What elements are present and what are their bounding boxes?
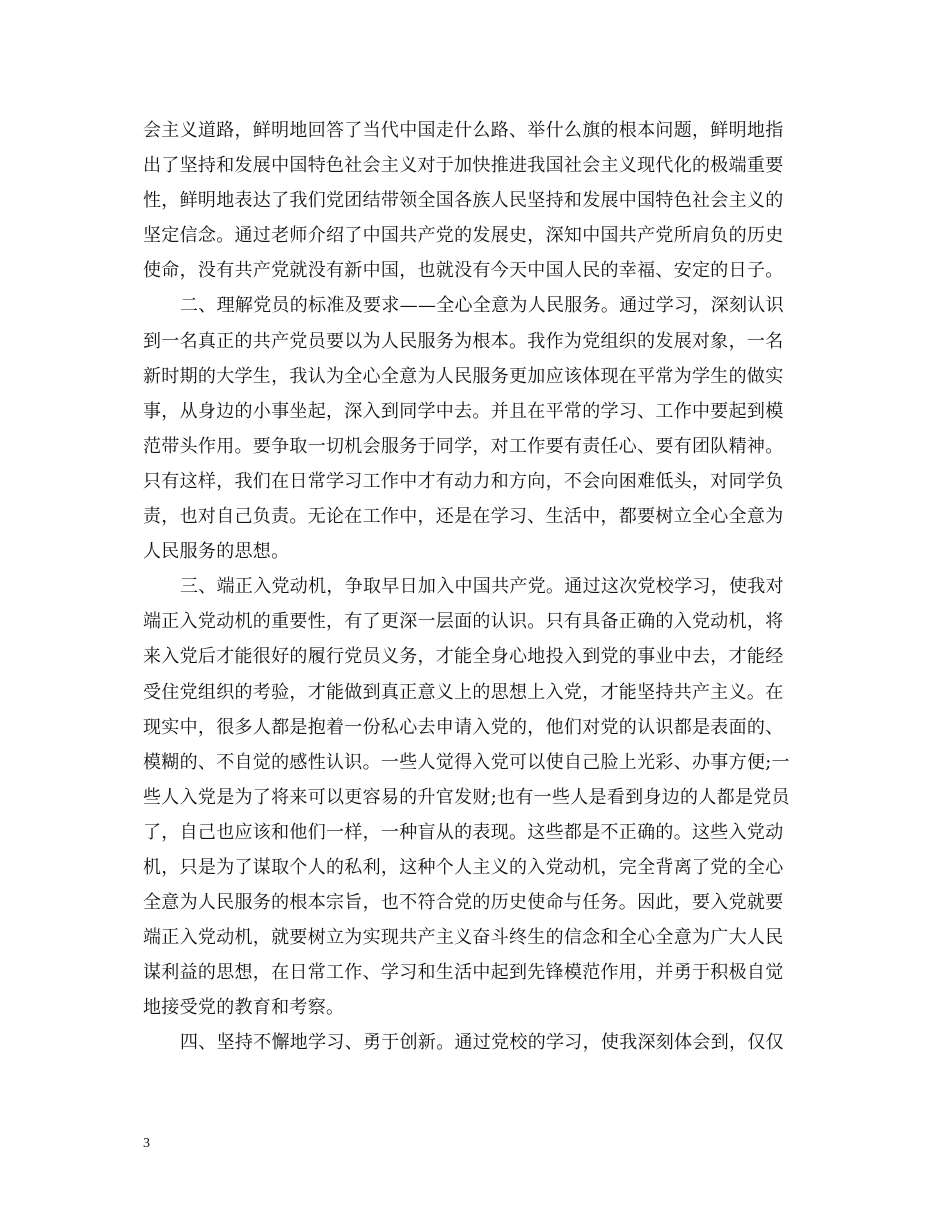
text-line: 来入党后才能很好的履行党员义务，才能全身心地投入到党的事业中去，才能经 xyxy=(143,646,784,668)
text-line: 使命，没有共产党就没有新中国，也就没有今天中国人民的幸福、安定的日子。 xyxy=(143,260,784,282)
document-body xyxy=(143,113,810,1061)
text-line: 现实中，很多人都是抱着一份私心去申请入党的，他们对党的认识都是表面的、 xyxy=(143,716,784,738)
text-line: 责，也对自己负责。无论在工作中，还是在学习、生活中，都要树立全心全意为 xyxy=(143,506,784,528)
text-line: 性，鲜明地表达了我们党团结带领全国各族人民坚持和发展中国特色社会主义的 xyxy=(143,190,784,212)
text-line: 事，从身边的小事坐起，深入到同学中去。并且在平常的学习、工作中要起到模 xyxy=(143,400,784,422)
paragraph-first-line: 三、端正入党动机，争取早日加入中国共产党。通过这次党校学习，使我对 xyxy=(180,576,784,598)
paragraph-first-line: 二、理解党员的标准及要求——全心全意为人民服务。通过学习，深刻认识 xyxy=(180,295,784,317)
text-line: 模糊的、不自觉的感性认识。一些人觉得入党可以使自己脸上光彩、办事方便;一 xyxy=(143,751,790,773)
text-line: 出了坚持和发展中国特色社会主义对于加快推进我国社会主义现代化的极端重要 xyxy=(143,155,784,177)
text-line: 只有这样，我们在日常学习工作中才有动力和方向，不会向困难低头，对同学负 xyxy=(143,470,784,492)
text-line: 人民服务的思想。 xyxy=(143,541,290,563)
page-number: 3 xyxy=(143,1136,150,1151)
text-line: 受住党组织的考验，才能做到真正意义上的思想上入党，才能坚持共产主义。在 xyxy=(143,681,784,703)
text-line: 到一名真正的共产党员要以为人民服务为根本。我作为党组织的发展对象，一名 xyxy=(143,330,784,352)
paragraph-first-line: 四、坚持不懈地学习、勇于创新。通过党校的学习，使我深刻体会到，仅仅 xyxy=(180,1032,784,1054)
text-line: 新时期的大学生，我认为全心全意为人民服务更加应该体现在平常为学生的做实 xyxy=(143,365,784,387)
text-line: 坚定信念。通过老师介绍了中国共产党的发展史，深知中国共产党所肩负的历史 xyxy=(143,225,784,247)
text-line: 范带头作用。要争取一切机会服务于同学，对工作要有责任心、要有团队精神。 xyxy=(143,435,784,457)
text-line: 会主义道路，鲜明地回答了当代中国走什么路、举什么旗的根本问题，鲜明地指 xyxy=(143,120,784,141)
text-line: 全意为人民服务的根本宗旨，也不符合党的历史使命与任务。因此，要入党就要 xyxy=(143,892,784,914)
text-line: 些人入党是为了将来可以更容易的升官发财;也有一些人是看到身边的人都是党员 xyxy=(143,786,790,808)
text-line: 端正入党动机，就要树立为实现共产主义奋斗终生的信念和全心全意为广大人民 xyxy=(143,927,784,949)
text-line: 了，自己也应该和他们一样，一种盲从的表现。这些都是不正确的。这些入党动 xyxy=(143,821,784,843)
text-line: 端正入党动机的重要性，有了更深一层面的认识。只有具备正确的入党动机，将 xyxy=(143,611,784,633)
text-line: 地接受党的教育和考察。 xyxy=(143,997,345,1019)
text-line: 机，只是为了谋取个人的私利，这种个人主义的入党动机，完全背离了党的全心 xyxy=(143,856,784,878)
text-line: 谋利益的思想，在日常工作、学习和生活中起到先锋模范作用，并勇于积极自觉 xyxy=(143,962,784,984)
